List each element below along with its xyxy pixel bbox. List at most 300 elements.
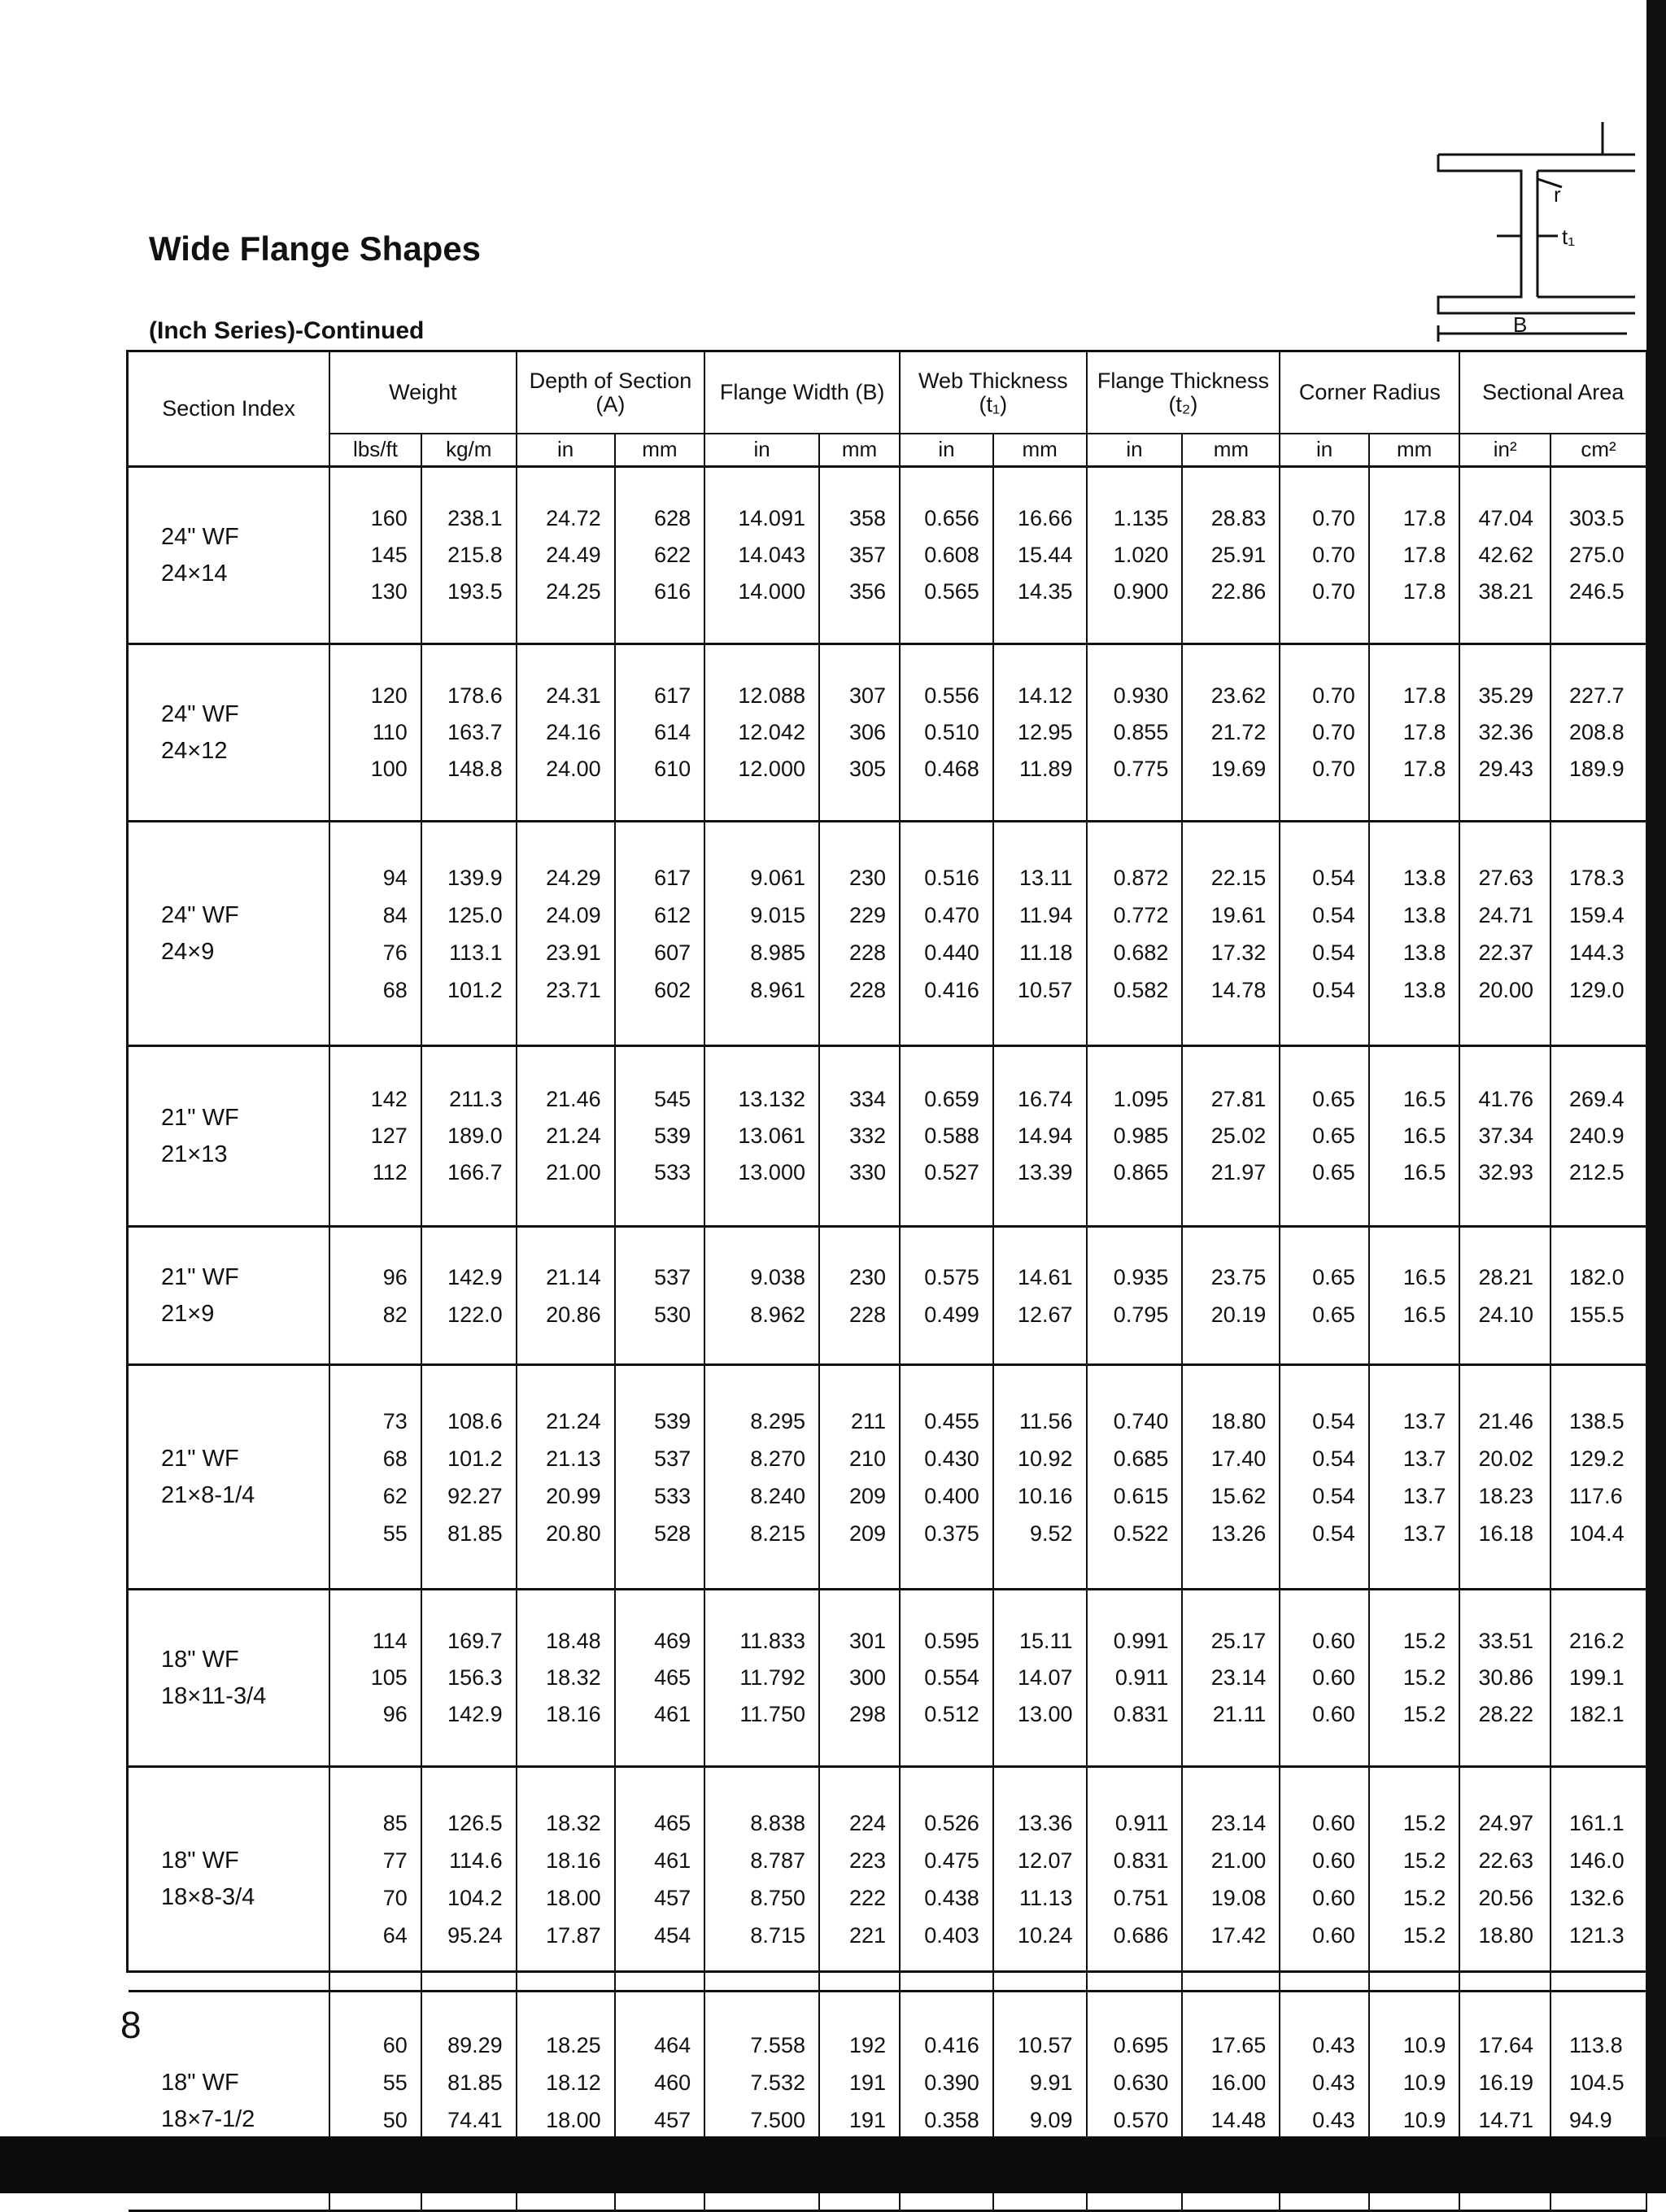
cell-value: 32.36 xyxy=(1478,720,1534,744)
cell-value: 35.29 xyxy=(1478,683,1534,708)
cell-value: 16.5 xyxy=(1402,1087,1446,1111)
cell-value: 332 xyxy=(849,1123,887,1148)
cell-value: 8.295 xyxy=(750,1408,805,1433)
cell-value: 18.48 xyxy=(546,1629,601,1653)
cell-value: 21.11 xyxy=(1212,1702,1267,1726)
cell-value: 84 xyxy=(382,902,408,927)
value-cell-cr-mm xyxy=(1369,1767,1460,1992)
cell-value: 15.2 xyxy=(1402,1702,1446,1726)
value-cell-fw-in xyxy=(704,1767,819,1992)
cell-value: 13.8 xyxy=(1402,902,1446,927)
cell-value: 68 xyxy=(382,977,408,1002)
cell-value: 193.5 xyxy=(447,579,503,604)
section-nominal: 21" WF xyxy=(161,1104,239,1131)
unit-header: in xyxy=(900,434,993,467)
cell-value: 0.70 xyxy=(1312,506,1355,530)
cell-value: 469 xyxy=(654,1629,691,1653)
cell-value: 530 xyxy=(654,1302,691,1327)
cell-value: 300 xyxy=(849,1665,887,1690)
value-cell-depth-mm xyxy=(615,644,705,822)
cell-value: 465 xyxy=(654,1665,691,1690)
cell-value: 10.92 xyxy=(1017,1446,1073,1471)
cell-value: 0.930 xyxy=(1113,683,1169,708)
value-cell-depth-mm xyxy=(615,822,705,1046)
cell-value: 212.5 xyxy=(1569,1160,1625,1185)
cell-value: 537 xyxy=(654,1446,691,1471)
cell-value: 28.22 xyxy=(1478,1702,1534,1726)
cell-value: 29.43 xyxy=(1478,757,1534,781)
cell-value: 15.2 xyxy=(1402,1810,1446,1835)
cell-value: 356 xyxy=(849,579,887,604)
unit-header: kg/m xyxy=(421,434,517,467)
value-cell-lbs-ft xyxy=(329,1046,421,1227)
cell-value: 18.80 xyxy=(1478,1922,1534,1948)
value-cell-web-mm xyxy=(993,1046,1087,1227)
value-cell-cr-in xyxy=(1280,822,1369,1046)
cell-value: 70 xyxy=(382,1885,408,1910)
cell-value: 7.558 xyxy=(750,2032,805,2057)
cell-value: 0.475 xyxy=(924,1848,979,1873)
header-sectional-area: Sectional Area xyxy=(1459,352,1646,434)
cell-value: 0.686 xyxy=(1113,1922,1169,1948)
cell-value: 191 xyxy=(849,2107,887,2132)
cell-value: 13.36 xyxy=(1017,1810,1073,1835)
cell-value: 18.00 xyxy=(546,2107,601,2132)
value-cell-cr-mm xyxy=(1369,644,1460,822)
cell-value: 275.0 xyxy=(1569,543,1625,567)
value-cell-area-cm2 xyxy=(1550,644,1646,822)
cell-value: 127 xyxy=(370,1123,408,1148)
cell-value: 16.00 xyxy=(1210,2070,1267,2095)
cell-value: 76 xyxy=(382,940,408,965)
cell-value: 18.12 xyxy=(546,2070,601,2095)
cell-value: 11.792 xyxy=(739,1665,805,1690)
cell-value: 8.961 xyxy=(750,977,805,1002)
cell-value: 126.5 xyxy=(447,1810,503,1835)
cell-value: 18.00 xyxy=(546,1885,601,1910)
cell-value: 114.6 xyxy=(449,1848,503,1873)
cell-value: 222 xyxy=(849,1885,887,1910)
value-cell-ft-in xyxy=(1087,822,1183,1046)
value-cell-web-mm xyxy=(993,822,1087,1046)
cell-value: 208.8 xyxy=(1569,720,1625,744)
cell-value: 23.14 xyxy=(1210,1665,1267,1690)
cell-value: 330 xyxy=(849,1160,887,1185)
cell-value: 28.83 xyxy=(1210,506,1267,530)
cell-value: 0.911 xyxy=(1114,1665,1169,1690)
section-nominal: 18" WF xyxy=(161,1847,239,1874)
cell-value: 14.043 xyxy=(738,543,805,567)
value-cell-depth-in xyxy=(517,1767,615,1992)
header-flange-width: Flange Width (B) xyxy=(704,352,900,434)
cell-value: 101.2 xyxy=(447,977,503,1002)
cell-value: 142 xyxy=(370,1087,408,1111)
cell-value: 10.9 xyxy=(1402,2107,1446,2132)
cell-value: 209 xyxy=(849,1483,887,1508)
cell-value: 16.74 xyxy=(1017,1087,1073,1111)
cell-value: 96 xyxy=(382,1702,408,1726)
value-cell-fw-in xyxy=(704,1365,819,1590)
value-cell-cr-in xyxy=(1280,1046,1369,1227)
cell-value: 230 xyxy=(849,865,887,890)
section-index-cell xyxy=(129,1227,329,1365)
cell-value: 17.65 xyxy=(1210,2032,1267,2057)
cell-value: 13.8 xyxy=(1402,865,1446,890)
cell-value: 210 xyxy=(849,1446,887,1471)
value-cell-ft-in xyxy=(1087,467,1183,644)
value-cell-ft-in xyxy=(1087,1590,1183,1767)
cell-value: 0.522 xyxy=(1113,1520,1169,1546)
cell-value: 15.2 xyxy=(1402,1848,1446,1873)
cell-value: 334 xyxy=(849,1087,887,1111)
cell-value: 33.51 xyxy=(1478,1629,1534,1653)
cell-value: 12.95 xyxy=(1017,720,1073,744)
cell-value: 13.26 xyxy=(1210,1520,1267,1546)
value-cell-lbs-ft xyxy=(329,1227,421,1365)
cell-value: 15.2 xyxy=(1402,1885,1446,1910)
cell-value: 15.62 xyxy=(1210,1483,1267,1508)
cell-value: 539 xyxy=(654,1408,691,1433)
cell-value: 19.61 xyxy=(1210,902,1267,927)
cell-value: 0.54 xyxy=(1312,902,1355,927)
cell-value: 303.5 xyxy=(1569,506,1625,530)
cell-value: 464 xyxy=(654,2032,691,2057)
cell-value: 0.991 xyxy=(1113,1629,1169,1653)
unit-header: mm xyxy=(1182,434,1280,467)
cell-value: 27.81 xyxy=(1210,1087,1267,1111)
cell-value: 11.94 xyxy=(1018,902,1073,927)
cell-value: 16.5 xyxy=(1402,1302,1446,1327)
cell-value: 20.02 xyxy=(1478,1446,1534,1471)
cell-value: 0.865 xyxy=(1113,1160,1169,1185)
cell-value: 0.438 xyxy=(924,1885,979,1910)
cell-value: 27.63 xyxy=(1478,865,1534,890)
cell-value: 146.0 xyxy=(1569,1848,1625,1873)
cell-value: 0.695 xyxy=(1113,2032,1169,2057)
value-cell-ft-mm xyxy=(1182,1590,1280,1767)
cell-value: 15.2 xyxy=(1402,1922,1446,1948)
value-cell-ft-mm xyxy=(1182,822,1280,1046)
cell-value: 25.91 xyxy=(1210,543,1267,567)
cell-value: 298 xyxy=(849,1702,887,1726)
cell-value: 19.08 xyxy=(1210,1885,1267,1910)
cell-value: 0.659 xyxy=(924,1087,979,1111)
cell-value: 17.8 xyxy=(1402,506,1446,530)
cell-value: 21.13 xyxy=(546,1446,601,1471)
value-cell-kg-m xyxy=(421,1767,517,1992)
cell-value: 191 xyxy=(849,2070,887,2095)
cell-value: 42.62 xyxy=(1478,543,1534,567)
cell-value: 465 xyxy=(654,1810,691,1835)
value-cell-depth-mm xyxy=(615,1590,705,1767)
value-cell-ft-mm xyxy=(1182,1365,1280,1590)
cell-value: 11.89 xyxy=(1018,757,1073,781)
cell-value: 8.750 xyxy=(750,1885,805,1910)
cell-value: 139.9 xyxy=(447,865,503,890)
cell-value: 22.15 xyxy=(1210,865,1267,890)
cell-value: 0.510 xyxy=(924,720,979,744)
cell-value: 24.71 xyxy=(1478,902,1534,927)
cell-value: 8.985 xyxy=(750,940,805,965)
value-cell-web-mm xyxy=(993,644,1087,822)
value-cell-ft-in xyxy=(1087,1046,1183,1227)
cell-value: 18.32 xyxy=(546,1810,601,1835)
cell-value: 0.60 xyxy=(1312,1702,1355,1726)
value-cell-ft-mm xyxy=(1182,1046,1280,1227)
cell-value: 13.11 xyxy=(1018,865,1073,890)
cell-value: 0.682 xyxy=(1113,940,1169,965)
value-cell-fw-mm xyxy=(819,1046,900,1227)
cell-value: 16.66 xyxy=(1017,506,1073,530)
cell-value: 0.400 xyxy=(924,1483,979,1508)
cell-value: 224 xyxy=(849,1810,887,1835)
cell-value: 11.56 xyxy=(1018,1408,1073,1433)
section-size: 21×13 xyxy=(161,1141,228,1167)
cell-value: 0.54 xyxy=(1312,1483,1355,1508)
cell-value: 130 xyxy=(370,579,408,604)
unit-header: mm xyxy=(819,434,900,467)
value-cell-ft-mm xyxy=(1182,467,1280,644)
cell-value: 129.0 xyxy=(1569,977,1625,1002)
value-cell-ft-mm xyxy=(1182,1767,1280,1992)
cell-value: 50 xyxy=(382,2107,408,2132)
cell-value: 15.2 xyxy=(1402,1665,1446,1690)
section-nominal: 24" WF xyxy=(161,700,239,727)
cell-value: 189.0 xyxy=(447,1123,503,1148)
cell-value: 607 xyxy=(654,940,691,965)
cell-value: 357 xyxy=(849,543,887,567)
section-nominal: 24" WF xyxy=(161,523,239,550)
cell-value: 13.000 xyxy=(738,1160,805,1185)
value-cell-fw-mm xyxy=(819,467,900,644)
value-cell-cr-in xyxy=(1280,1227,1369,1365)
cell-value: 142.9 xyxy=(447,1702,503,1726)
cell-value: 120 xyxy=(370,683,408,708)
unit-header: in xyxy=(1280,434,1369,467)
cell-value: 0.416 xyxy=(924,977,979,1002)
value-cell-kg-m xyxy=(421,822,517,1046)
cell-value: 13.00 xyxy=(1017,1702,1073,1726)
cell-value: 113.8 xyxy=(1569,2032,1623,2057)
cell-value: 18.25 xyxy=(546,2032,601,2057)
cell-value: 189.9 xyxy=(1569,757,1625,781)
cell-value: 77 xyxy=(382,1848,408,1873)
cell-value: 18.80 xyxy=(1210,1408,1267,1433)
cell-value: 0.358 xyxy=(924,2107,979,2132)
cell-value: 18.23 xyxy=(1478,1483,1534,1508)
cell-value: 0.526 xyxy=(924,1810,979,1835)
cell-value: 617 xyxy=(654,683,691,708)
value-cell-ft-in xyxy=(1087,1227,1183,1365)
wide-flange-table xyxy=(126,350,1647,2132)
cell-value: 0.740 xyxy=(1113,1408,1169,1433)
cell-value: 14.091 xyxy=(738,506,805,530)
cell-value: 0.630 xyxy=(1113,2070,1169,2095)
cell-value: 0.70 xyxy=(1312,720,1355,744)
cell-value: 460 xyxy=(654,2070,691,2095)
cell-value: 0.527 xyxy=(924,1160,979,1185)
cell-value: 12.000 xyxy=(738,757,805,781)
cell-value: 156.3 xyxy=(447,1665,503,1690)
cell-value: 178.6 xyxy=(447,683,503,708)
cell-value: 0.70 xyxy=(1312,543,1355,567)
cell-value: 18.16 xyxy=(546,1848,601,1873)
cell-value: 161.1 xyxy=(1569,1810,1625,1835)
value-cell-area-in2 xyxy=(1459,644,1550,822)
value-cell-fw-mm xyxy=(819,1767,900,1992)
value-cell-area-cm2 xyxy=(1550,1767,1646,1992)
cell-value: 13.7 xyxy=(1402,1483,1446,1508)
cell-value: 0.390 xyxy=(924,2070,979,2095)
cell-value: 112 xyxy=(372,1160,408,1185)
cell-value: 23.75 xyxy=(1210,1264,1267,1289)
value-cell-kg-m xyxy=(421,1227,517,1365)
cell-value: 8.715 xyxy=(750,1922,805,1948)
cell-value: 11.13 xyxy=(1018,1885,1073,1910)
cell-value: 0.872 xyxy=(1113,865,1169,890)
cell-value: 0.751 xyxy=(1113,1885,1169,1910)
cell-value: 18.32 xyxy=(546,1665,601,1690)
cell-value: 0.775 xyxy=(1113,757,1169,781)
value-cell-kg-m xyxy=(421,1590,517,1767)
value-cell-lbs-ft xyxy=(329,822,421,1046)
cell-value: 145 xyxy=(370,543,408,567)
cell-value: 138.5 xyxy=(1569,1408,1625,1433)
value-cell-fw-mm xyxy=(819,822,900,1046)
cell-value: 37.34 xyxy=(1478,1123,1534,1148)
cell-value: 17.42 xyxy=(1210,1922,1267,1948)
cell-value: 0.831 xyxy=(1113,1702,1169,1726)
section-index-cell xyxy=(129,1046,329,1227)
cell-value: 23.91 xyxy=(546,940,601,965)
cell-value: 10.57 xyxy=(1017,977,1073,1002)
cell-value: 0.54 xyxy=(1312,940,1355,965)
cell-value: 8.270 xyxy=(750,1446,805,1471)
cell-value: 0.911 xyxy=(1114,1810,1169,1835)
table-row xyxy=(129,1767,1646,1992)
cell-value: 24.29 xyxy=(546,865,601,890)
cell-value: 539 xyxy=(654,1123,691,1148)
cell-value: 628 xyxy=(654,506,691,530)
cell-value: 0.65 xyxy=(1312,1264,1355,1289)
cell-value: 9.038 xyxy=(750,1264,805,1289)
value-cell-ft-in xyxy=(1087,1365,1183,1590)
cell-value: 616 xyxy=(654,579,691,604)
value-cell-depth-in xyxy=(517,467,615,644)
value-cell-fw-mm xyxy=(819,1365,900,1590)
value-cell-cr-mm xyxy=(1369,467,1460,644)
section-nominal: 18" WF xyxy=(161,1646,239,1673)
cell-value: 545 xyxy=(654,1087,691,1111)
cell-value: 100 xyxy=(370,757,408,781)
cell-value: 169.7 xyxy=(447,1629,503,1653)
cell-value: 0.70 xyxy=(1312,757,1355,781)
section-size: 24×12 xyxy=(161,737,228,764)
cell-value: 0.935 xyxy=(1113,1264,1169,1289)
value-cell-lbs-ft xyxy=(329,1767,421,1992)
cell-value: 21.00 xyxy=(1210,1848,1267,1873)
cell-value: 0.554 xyxy=(924,1665,979,1690)
table-row xyxy=(129,467,1646,644)
value-cell-fw-in xyxy=(704,467,819,644)
cell-value: 10.9 xyxy=(1402,2070,1446,2095)
value-cell-cr-mm xyxy=(1369,1590,1460,1767)
cell-value: 16.5 xyxy=(1402,1160,1446,1185)
cell-value: 0.499 xyxy=(924,1302,979,1327)
cell-value: 94.9 xyxy=(1569,2107,1612,2132)
cell-value: 13.39 xyxy=(1017,1160,1073,1185)
cell-value: 24.00 xyxy=(546,757,601,781)
cell-value: 216.2 xyxy=(1569,1629,1625,1653)
cell-value: 13.8 xyxy=(1402,940,1446,965)
cell-value: 182.1 xyxy=(1569,1702,1625,1726)
cell-value: 8.215 xyxy=(750,1520,805,1546)
value-cell-cr-mm xyxy=(1369,822,1460,1046)
cell-value: 21.14 xyxy=(546,1264,601,1289)
cell-value: 81.85 xyxy=(447,2070,503,2095)
cell-value: 0.65 xyxy=(1312,1302,1355,1327)
cell-value: 215.8 xyxy=(447,543,503,567)
section-nominal: 24" WF xyxy=(161,901,239,928)
cell-value: 101.2 xyxy=(447,1446,503,1471)
cell-value: 358 xyxy=(849,506,887,530)
cell-value: 14.000 xyxy=(738,579,805,604)
unit-header: mm xyxy=(993,434,1087,467)
value-cell-web-mm xyxy=(993,1227,1087,1365)
cell-value: 20.00 xyxy=(1478,977,1534,1002)
cell-value: 0.70 xyxy=(1312,579,1355,604)
cell-value: 178.3 xyxy=(1569,865,1625,890)
value-cell-lbs-ft xyxy=(329,644,421,822)
cell-value: 537 xyxy=(654,1264,691,1289)
cell-value: 602 xyxy=(654,977,691,1002)
cell-value: 94 xyxy=(382,865,408,890)
value-cell-depth-in xyxy=(517,822,615,1046)
cell-value: 0.608 xyxy=(924,543,979,567)
cell-value: 20.86 xyxy=(546,1302,601,1327)
cell-value: 110 xyxy=(372,720,408,744)
value-cell-fw-mm xyxy=(819,1227,900,1365)
cell-value: 0.60 xyxy=(1312,1810,1355,1835)
cell-value: 55 xyxy=(382,2070,408,2095)
value-cell-depth-in xyxy=(517,1227,615,1365)
cell-value: 0.60 xyxy=(1312,1922,1355,1948)
value-cell-web-mm xyxy=(993,1767,1087,1992)
cell-value: 14.61 xyxy=(1017,1264,1073,1289)
value-cell-web-in xyxy=(900,1046,993,1227)
cell-value: 25.17 xyxy=(1210,1629,1267,1653)
cell-value: 301 xyxy=(849,1629,887,1653)
value-cell-cr-in xyxy=(1280,1365,1369,1590)
cell-value: 17.8 xyxy=(1402,579,1446,604)
cell-value: 21.24 xyxy=(546,1123,601,1148)
cell-value: 10.9 xyxy=(1402,2032,1446,2057)
cell-value: 24.09 xyxy=(546,902,601,927)
cell-value: 68 xyxy=(382,1446,408,1471)
unit-header: in² xyxy=(1459,434,1550,467)
cell-value: 211.3 xyxy=(449,1087,503,1111)
cell-value: 0.512 xyxy=(924,1702,979,1726)
cell-value: 17.64 xyxy=(1478,2032,1534,2057)
table-row xyxy=(129,644,1646,822)
cell-value: 209 xyxy=(849,1520,887,1546)
value-cell-web-in xyxy=(900,822,993,1046)
cell-value: 62 xyxy=(382,1483,408,1508)
cell-value: 246.5 xyxy=(1569,579,1625,604)
cell-value: 610 xyxy=(654,757,691,781)
cell-value: 47.04 xyxy=(1478,506,1534,530)
page-title: Wide Flange Shapes xyxy=(149,229,482,268)
